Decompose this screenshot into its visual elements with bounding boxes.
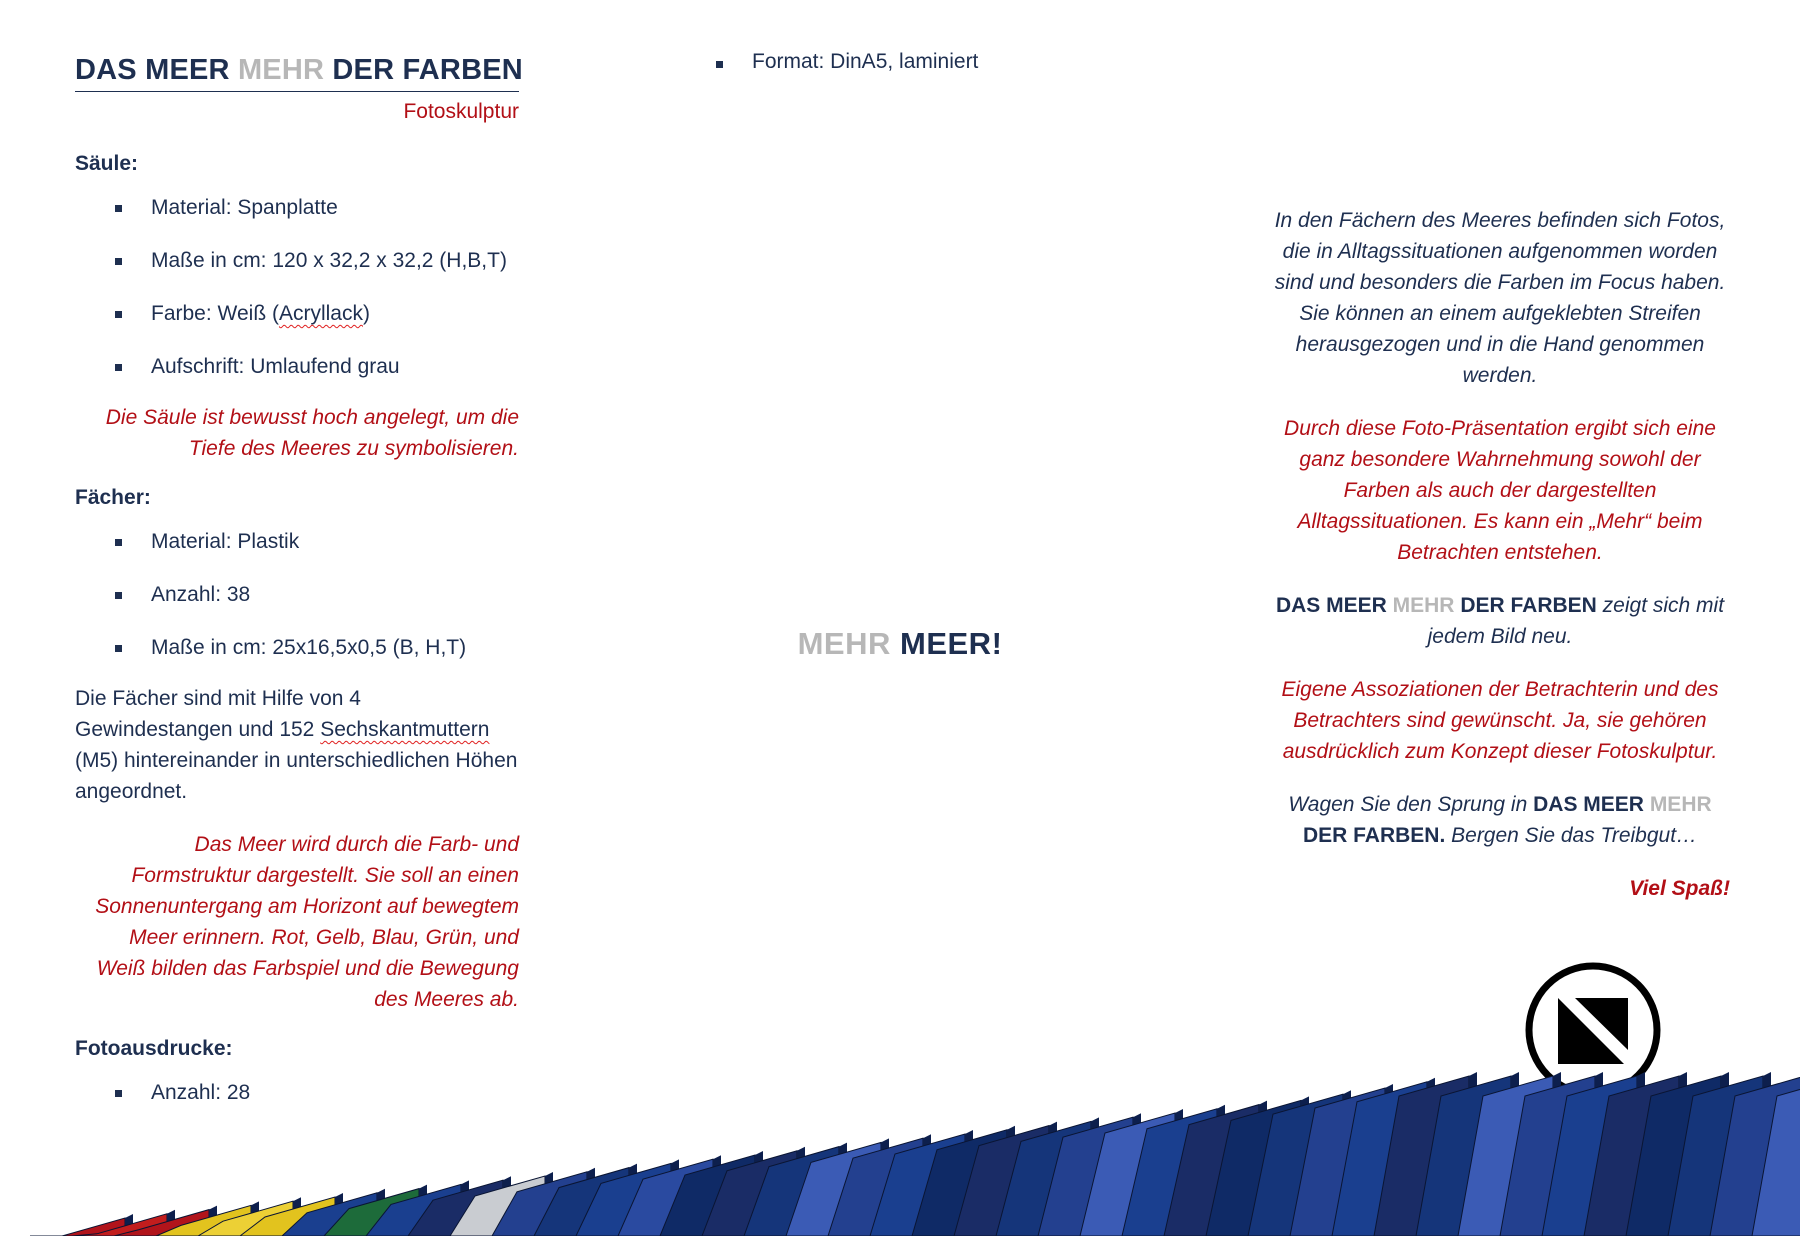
inline-title-der-farben: DER FARBEN. [1302, 824, 1446, 847]
faecher-note: Das Meer wird durch die Farb- und Formstruktur dargestellt. Sie soll an einen Sonnenuntergang am Horizont auf bewegtem Meer erinnern. Rot, Gelb, Blau, Grün, und Weiß bilden das Farbspiel und die Bewegung des Meeres ab. [95, 833, 519, 1011]
bullet-square-icon [115, 311, 122, 318]
list-item-text: Aufschrift: Umlaufend grau [151, 355, 400, 378]
list-item-text: Maße in cm: 25x16,5x0,5 (B, H,T) [151, 636, 467, 659]
document-subtitle: Fotoskulptur [403, 100, 519, 123]
list-item [75, 581, 519, 609]
middle-column [700, 50, 1160, 74]
paragraph-every-picture [1270, 590, 1730, 652]
spellcheck-word: Sechskantmuttern [320, 718, 490, 741]
faecher-heading: Fächer: [75, 486, 151, 509]
paragraph-photos: In den Fächern des Meeres befinden sich Fotos, die in Alltagssituationen aufgenommen worden sind und besonders die Farben im Focus haben. Sie können an einem aufgeklebten Streifen herausgezogen und in die Hand genommen werden. [1274, 209, 1726, 387]
list-item [75, 528, 519, 556]
paragraph-presentation: Durch diese Foto-Präsentation ergibt sich eine ganz besondere Wahrnehmung sowohl der Farben als auch der dargestellten Alltagssituationen. Es kann ein „Mehr“ beim Betrachten entstehen. [1284, 417, 1716, 564]
slogan-mehr: MEHR [797, 626, 891, 661]
spellcheck-word: Acryllack [278, 302, 363, 325]
inline-title-mehr: MEHR [1392, 594, 1455, 617]
right-column [1270, 205, 1730, 904]
paragraph-text: Bergen Sie das Treibgut… [1445, 824, 1698, 847]
list-item-text-suffix: ) [362, 302, 370, 325]
list-item-text: Material: Spanplatte [151, 196, 338, 219]
format-text: Format: DinA5, laminiert [752, 50, 979, 73]
closing-text: Viel Spaß! [1629, 877, 1730, 900]
faecher-description-part1: Die Fächer sind mit Hilfe von 4 Gewindestangen und 152 [75, 687, 361, 741]
title-part-das-meer: DAS MEER [75, 54, 230, 86]
paragraph-text: zeigt sich mit jedem Bild neu. [1427, 594, 1725, 648]
document-title [75, 54, 523, 92]
faecher-description [75, 683, 519, 807]
left-column [75, 54, 523, 1132]
list-item-text: Anzahl: 38 [151, 583, 251, 606]
list-item [75, 247, 519, 275]
inline-title-das-meer: DAS MEER [1533, 793, 1644, 816]
title-part-mehr: MEHR [237, 54, 325, 86]
bullet-square-icon [115, 539, 122, 546]
bullet-square-icon [115, 592, 122, 599]
list-item [75, 300, 519, 328]
bullet-square-icon [115, 258, 122, 265]
list-item [75, 353, 519, 381]
saeule-heading: Säule: [75, 152, 139, 175]
saeule-list [75, 194, 519, 381]
list-item [700, 50, 1160, 74]
faecher-list [75, 528, 519, 662]
faecher-description-part2: (M5) hintereinander in unterschiedlichen Höhen angeordnet. [75, 749, 518, 803]
fotoausdrucke-heading: Fotoausdrucke: [75, 1037, 233, 1060]
bullet-square-icon [115, 645, 122, 652]
list-item-text: Anzahl: 28 [151, 1081, 251, 1104]
list-item-text: Material: Plastik [151, 530, 300, 553]
title-part-der-farben: DER FARBEN [332, 54, 523, 86]
bullet-square-icon [115, 205, 122, 212]
list-item [75, 634, 519, 662]
saeule-note: Die Säule ist bewusst hoch angelegt, um die Tiefe des Meeres zu symbolisieren. [105, 406, 519, 460]
bullet-square-icon [115, 364, 122, 371]
list-item-text: Maße in cm: 120 x 32,2 x 32,2 (H,B,T) [151, 249, 507, 272]
list-item-text: Farbe: Weiß ( [151, 302, 279, 325]
colored-fins-photo-icon [0, 1040, 1800, 1236]
inline-title-der-farben: DER FARBEN [1460, 594, 1597, 617]
inline-title-das-meer: DAS MEER [1275, 594, 1387, 617]
list-item [75, 194, 519, 222]
paragraph-invitation [1270, 789, 1730, 851]
slogan-meer: MEER! [900, 626, 1003, 661]
inline-title-mehr: MEHR [1649, 793, 1712, 816]
paragraph-associations: Eigene Assoziationen der Betrachterin und des Betrachters sind gewünscht. Ja, sie gehören ausdrücklich zum Konzept dieser Fotoskulptur. [1281, 678, 1719, 763]
slogan [700, 626, 1100, 662]
bullet-square-icon [716, 61, 723, 68]
paragraph-text: Wagen Sie den Sprung in [1288, 793, 1534, 816]
